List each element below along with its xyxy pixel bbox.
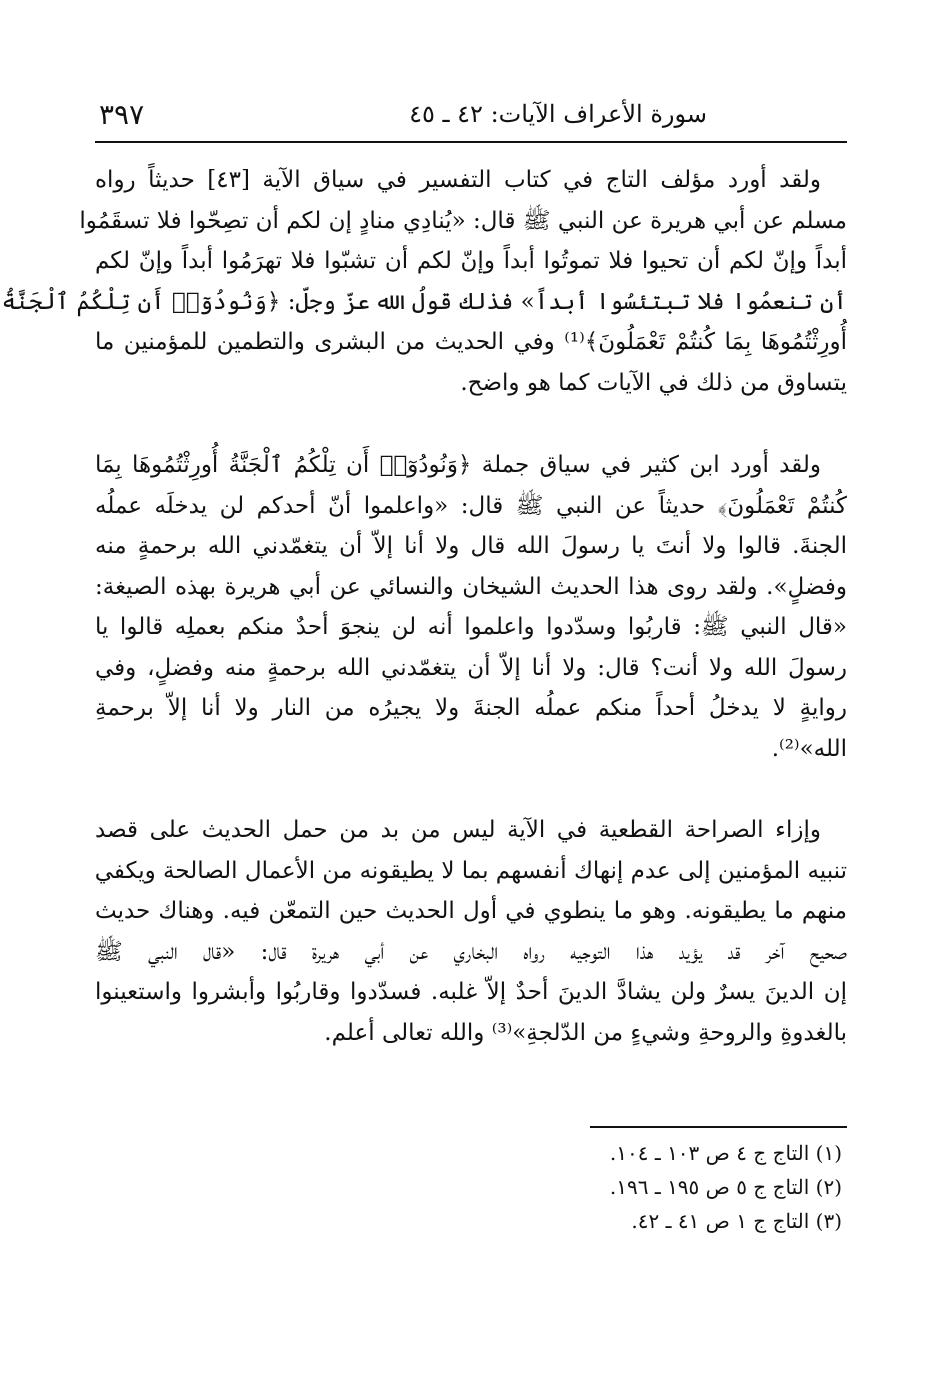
text-line: يتساوق من ذلك في الآيات كما هو واضح. bbox=[460, 369, 847, 396]
text-line: ولقد أورد ابن كثير في سياق جملة ﴿وَنُودُوٓا۟ أَن تِلْكُمُ ٱلْجَنَّةُ أُورِثْتُمُوهَا بِمَا bbox=[95, 452, 821, 478]
paragraph-1 bbox=[1, 160, 847, 403]
text-line: تنبيه المؤمنين إلى عدم إنهاك أنفسهم بما لا يطيقونه من الأعمال الصالحة ويكفي bbox=[94, 857, 847, 884]
text-line: أن تنعمُوا فلا تبتئسُوا أبداً» فذلك قولُ الله عزّ وجلّ: ﴿وَنُودُوٓا۟ أَن تِلْكُمُ ٱلْجَنَّةُ bbox=[1, 288, 847, 315]
text-line: صحيح آخر قد يؤيد هذا التوجيه رواه البخاري عن أبي هريرة قال: «قال النبي ﷺ bbox=[95, 938, 847, 965]
paragraph-2 bbox=[95, 445, 847, 769]
text-line: بالغدوةِ والروحةِ وشيءٍ من الدّلجةِ»⁽³⁾ والله تعالى أعلم. bbox=[324, 1019, 847, 1046]
text-line: روايةٍ لا يدخلُ أحداً منكم عملُه الجنةَ ولا يجيرُه من النار ولا أنا إلاّ برحمةِ bbox=[95, 695, 847, 721]
text-line: منهم ما يطيقونه. وهو ما ينطوي في أول الحديث حين التمعّن فيه. وهناك حديث bbox=[95, 898, 847, 924]
page-number: ٣٩٧ bbox=[99, 98, 145, 131]
text-line: الله»⁽²⁾. bbox=[771, 735, 847, 762]
footnote-divider bbox=[590, 1126, 847, 1128]
footnote-1: (١) التاج ج ٤ ص ١٠٣ ـ ١٠٤. bbox=[609, 1141, 842, 1165]
text-line: «قال النبي ﷺ: قاربُوا وسدّدوا واعلموا أنه لن ينجوَ أحدٌ منكم بعملِه قالوا يا bbox=[95, 614, 847, 640]
footnote-2: (٢) التاج ج ٥ ص ١٩٥ ـ ١٩٦. bbox=[609, 1175, 842, 1199]
text-line: وفضلٍ». ولقد روى هذا الحديث الشيخان والنسائي عن أبي هريرة بهذه الصيغة: bbox=[95, 573, 847, 600]
text-line: مسلم عن أبي هريرة عن النبي ﷺ قال: «يُنادِي منادٍ إن لكم أن تصِحّوا فلا تسقَمُوا bbox=[79, 207, 847, 234]
footnotes bbox=[520, 1136, 842, 1238]
text-line: أُورِثْتُمُوهَا بِمَا كُنتُمْ تَعْمَلُونَ﴾⁽¹⁾ وفي الحديث من البشرى والتطمين للمؤمنين ما bbox=[95, 329, 847, 355]
text-line: كُنتُمْ تَعْمَلُونَ﴾ حديثاً عن النبي ﷺ قال: «واعلموا أنّ أحدكم لن يدخلَه عملُه bbox=[95, 492, 847, 519]
text-line: إن الدينَ يسرٌ ولن يشادَّ الدينَ أحدٌ إلاّ غلبه. فسدّدوا وقاربُوا وأبشروا واستعينوا bbox=[95, 979, 847, 1005]
footnote-3: (٣) التاج ج ١ ص ٤١ ـ ٤٢. bbox=[631, 1209, 842, 1233]
text-line: وإزاء الصراحة القطعية في الآية ليس من بد من حمل الحديث على قصد bbox=[95, 817, 821, 843]
text-line: الجنةَ. قالوا ولا أنتَ يا رسولَ الله قال ولا أنا إلاّ أن يتغمّدني الله برحمةٍ منه bbox=[95, 533, 847, 559]
text-line: ولقد أورد مؤلف التاج في كتاب التفسير في سياق الآية [٤٣] حديثاً رواه bbox=[95, 167, 821, 193]
header-divider bbox=[95, 141, 847, 143]
text-line: رسولَ الله ولا أنت؟ قال: ولا أنا إلاّ أن يتغمّدني الله برحمةٍ منه وفضلٍ، وفي bbox=[95, 654, 847, 681]
running-title: سورة الأعراف الآيات: ٤٢ ـ ٤٥ bbox=[409, 100, 707, 128]
text-line: أبداً وإنّ لكم أن تحيوا فلا تموتُوا أبداً وإنّ لكم أن تشبّوا فلا تهرَمُوا أبداً وإنّ لكم bbox=[95, 248, 847, 274]
paragraph-3 bbox=[95, 810, 847, 1053]
page-header bbox=[95, 98, 847, 138]
